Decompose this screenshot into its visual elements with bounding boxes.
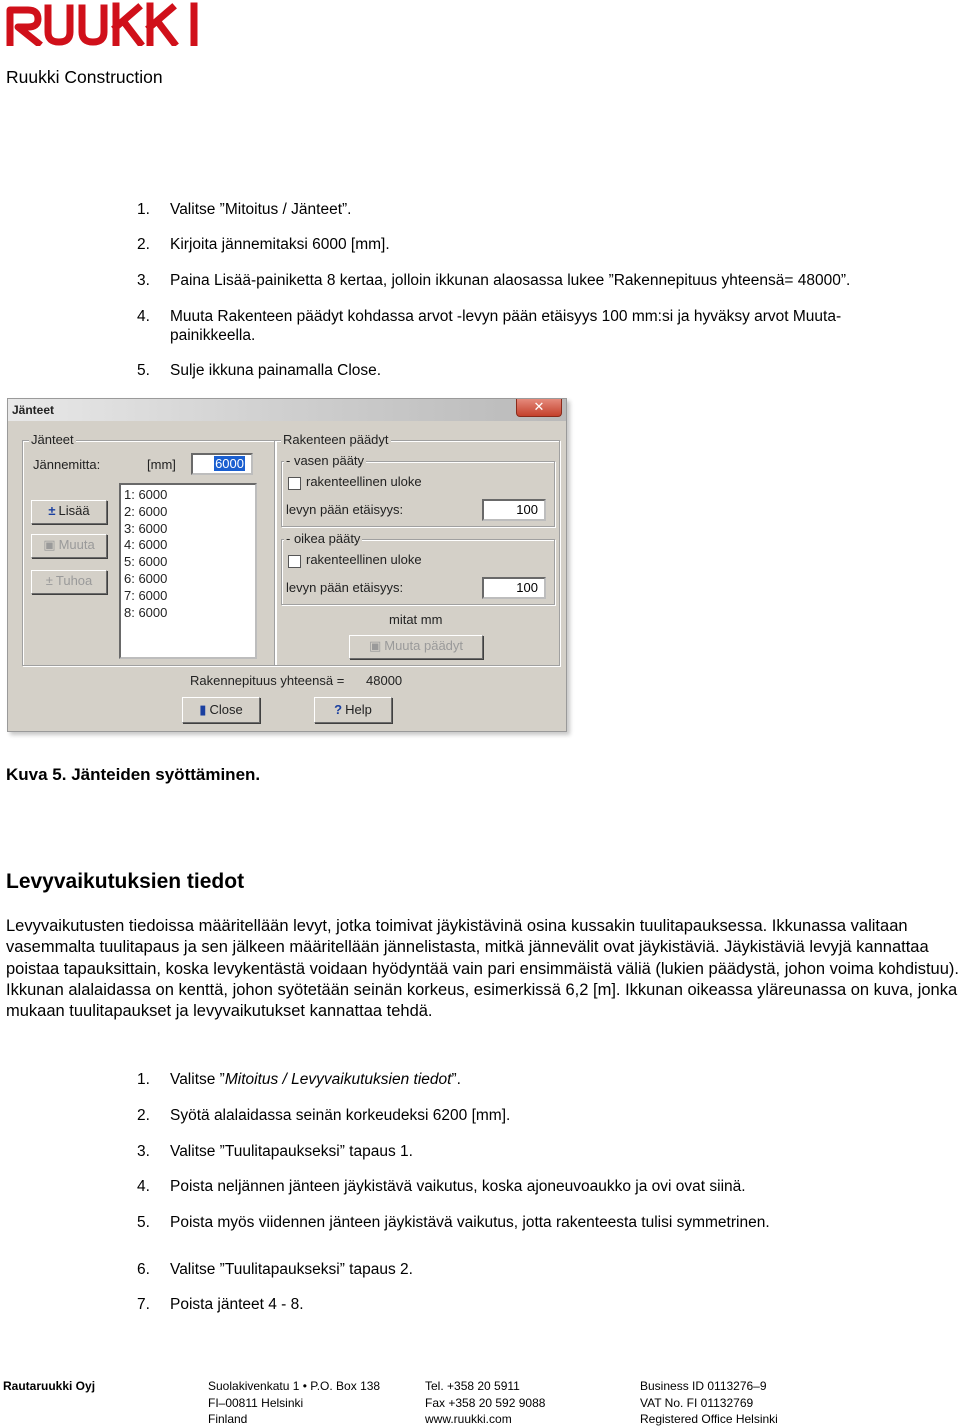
list-item[interactable]: 6: 6000 (124, 570, 168, 586)
left-distance-input[interactable]: 100 (482, 499, 546, 521)
door-icon: ▮ (199, 702, 207, 717)
ruukki-logo (4, 2, 206, 46)
section-paragraph: Levyvaikutusten tiedoissa määritellään levyt, jotka toimivat jäykistävinä osina kussakin tuulitapauksessa. Ikkunassa valitaan vasemmalta tuulitapaus ja sen jälkeen määritellään jännelistasta, mitkä jännevälit ovat jäykistäviä. Jäykistäviä levyjä kannattaa poistaa tapauksittain, koska levykentästä voidaan hyödyntää vain pari ensimmäistä väliä (lukien päädystä, johon voima kohdistuu). Ikkunan alalaidassa on kenttä, johon syötetään seinän korkeus, esimerkissä 6,2 [m]. Ikkunan oikeassa yläreunassa on kuva, jonka mukaan tuulitapaukset ja levyvaikutukset kannattaa tehdä. (6, 917, 959, 1021)
units-note: mitat mm (389, 612, 443, 627)
company-name: Ruukki Construction (6, 67, 163, 87)
list-item[interactable]: 4: 6000 (124, 537, 168, 553)
list-item[interactable]: 8: 6000 (124, 604, 168, 620)
modify-button[interactable]: ▣ Muuta (31, 534, 107, 558)
spans-group: Jänteet Jännemitta: [mm] 6000 ± Lisää ▣ Muuta ± Tuhoa 1: 6000 2: 6000 3: 6000 4: 6000 5: 6000 6: 6000 7: 6000 8: 6000 (22, 440, 276, 666)
section-title: Levyvaikutuksien tiedot (6, 870, 245, 893)
total-length-label: Rakennepituus yhteensä = (190, 673, 345, 688)
left-overhang-checkbox[interactable] (288, 477, 301, 490)
footer-contact: Tel. +358 20 5911 Fax +358 20 592 9088 www.ruukki.com (425, 1379, 546, 1426)
footer-company: Rautaruukki Oyj (3, 1379, 96, 1393)
help-icon: ? (334, 702, 343, 717)
close-button[interactable]: ▮ Close (182, 697, 260, 723)
dialog-titlebar: Jänteet ✕ (8, 399, 566, 421)
list-item[interactable]: 5: 6000 (124, 554, 168, 570)
modify-ends-button[interactable]: ▣ Muuta päädyt (349, 635, 483, 659)
footer-business: Business ID 0113276–9 VAT No. FI 01132769 Registered Office Helsinki (640, 1379, 778, 1426)
unit-label: [mm] (147, 457, 176, 472)
add-icon: ± (48, 503, 56, 518)
right-distance-input[interactable]: 100 (482, 577, 546, 599)
help-button[interactable]: ? Help (314, 697, 392, 723)
list-item[interactable]: 1: 6000 (124, 487, 168, 502)
total-length-value: 48000 (366, 673, 403, 688)
close-icon[interactable]: ✕ (516, 399, 562, 417)
modify-icon: ▣ (43, 537, 56, 552)
list-item[interactable]: 7: 6000 (124, 587, 168, 603)
delete-button[interactable]: ± Tuhoa (31, 570, 107, 594)
spans-listbox[interactable] (119, 483, 257, 659)
span-label: Jännemitta: (33, 457, 101, 472)
right-end-group: - oikea pääty rakenteellinen uloke levyn pään etäisyys: 100 (281, 539, 555, 605)
spans-dialog (7, 398, 567, 732)
span-input[interactable]: 6000 (191, 453, 253, 475)
right-overhang-checkbox[interactable] (288, 555, 301, 568)
modify-icon: ▣ (368, 638, 382, 653)
figure-caption: Kuva 5. Jänteiden syöttäminen. (6, 765, 261, 784)
footer-website-link[interactable]: www.ruukki.com (425, 1412, 512, 1426)
footer-address: Suolakivenkatu 1 • P.O. Box 138 FI–00811 Helsinki Finland (208, 1379, 381, 1426)
delete-icon: ± (45, 573, 53, 588)
list-item[interactable]: 2: 6000 (124, 503, 168, 519)
list-item[interactable]: 3: 6000 (124, 520, 168, 536)
left-end-group: - vasen pääty rakenteellinen uloke levyn pään etäisyys: 100 (281, 461, 555, 527)
add-button[interactable]: ± Lisää (31, 500, 107, 524)
structure-ends-group: Rakenteen päädyt - vasen pääty rakenteellinen uloke levyn pään etäisyys: 100 - oikea pääty rakenteellinen uloke levyn pään etäisyys: 100 mitat mm ▣ Muuta päädyt (274, 440, 560, 666)
